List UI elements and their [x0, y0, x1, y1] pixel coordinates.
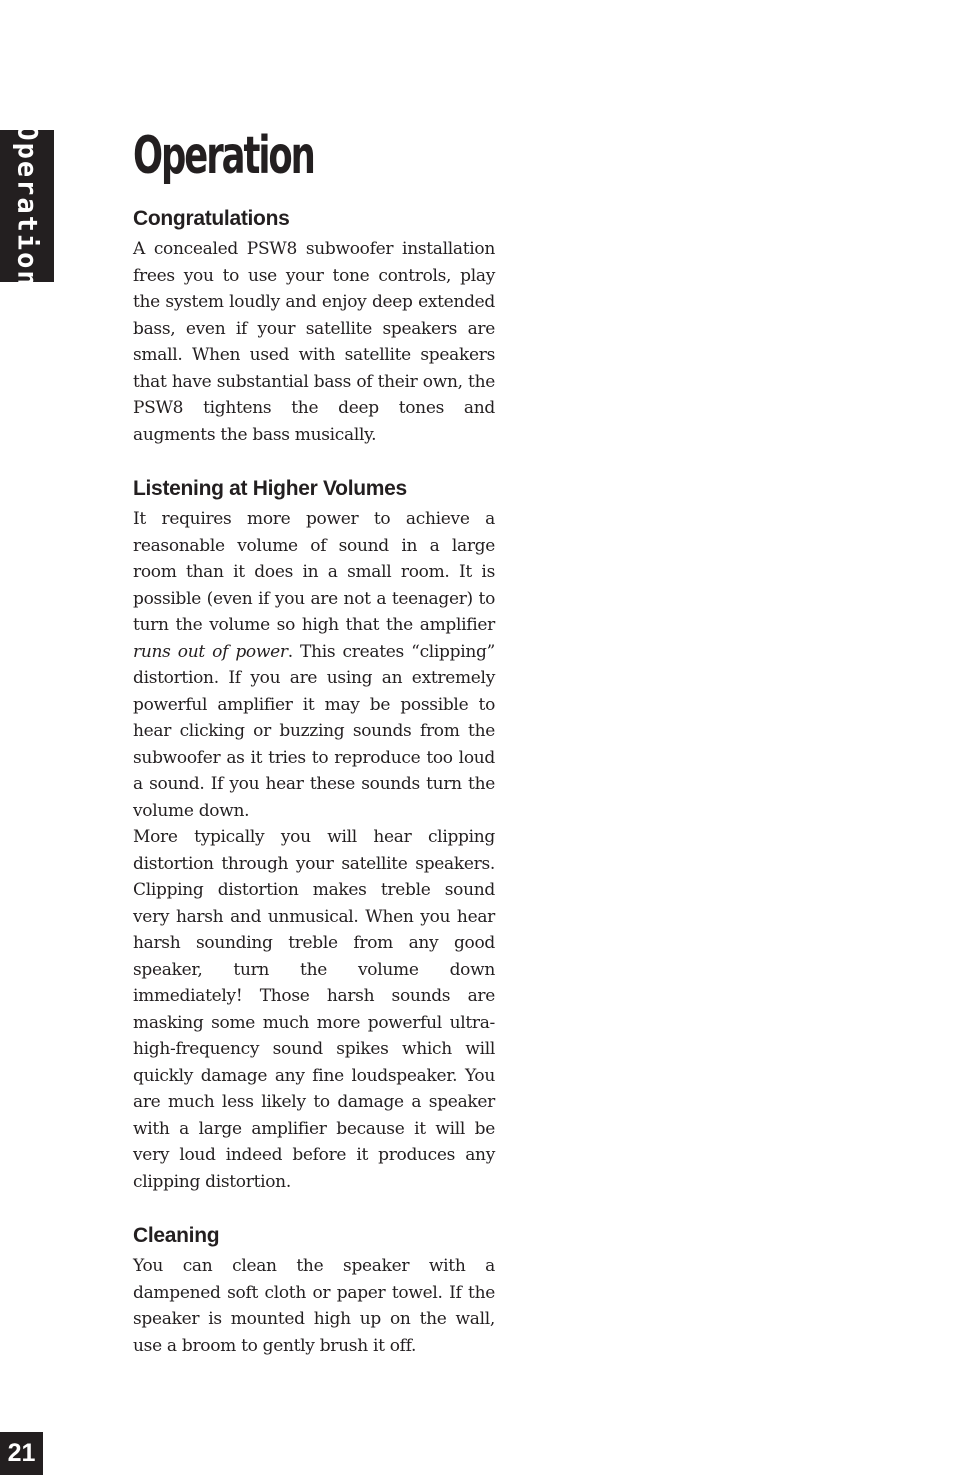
listening-paragraph-1-end: . This creates “clipping” distortion. If you are using an extremely powerful amplifier it may be possible to hear clicking or buzzing sounds from the subwoofer as it tries to reproduce too loud a sound. If you hear these sounds turn the volume down.	[133, 641, 495, 821]
listening-paragraph-1-start: It requires more power to achieve a reasonable volume of sound in a large room than it does in a small room. It is possible (even if you are not a teenager) to turn the volume so high that the amplifier	[133, 509, 495, 635]
side-section-tab	[0, 123, 54, 289]
listening-emphasis: runs out of power	[133, 641, 288, 662]
cleaning-paragraph: You can clean the speaker with a dampened soft cloth or paper towel. If the speaker is mounted high up on the wall, use a broom to gently brush it off.	[133, 1256, 495, 1356]
page-number: 21	[0, 1432, 43, 1475]
congratulations-heading: Congratulations	[133, 207, 290, 230]
listening-paragraph-2: More typically you will hear clipping distortion through your satellite speakers. Clipping distortion makes treble sound very harsh and unmusical. When you hear harsh sounding treble from any good speaker, turn the volume down immediately! Those harsh sounds are masking some much more powerful ultra-high-frequency sound spikes which will quickly damage any fine loudspeaker. You are much less likely to damage a speaker with a large amplifier because it will be very loud indeed before it produces any clipping distortion.	[133, 827, 495, 1192]
cleaning-heading: Cleaning	[133, 1224, 220, 1247]
page-title: Operation	[133, 126, 314, 186]
listening-paragraph-1	[133, 506, 495, 824]
congratulations-paragraph: A concealed PSW8 subwoofer installation frees you to use your tone controls, play the system loudly and enjoy deep extended bass, even if your satellite speakers are small. When used with satellite speakers that have substantial bass of their own, the PSW8 tightens the deep tones and augments the bass musically.	[133, 239, 495, 445]
side-tab-label: Operation	[11, 123, 43, 289]
listening-heading: Listening at Higher Volumes	[133, 477, 407, 500]
main-content	[133, 128, 495, 1359]
